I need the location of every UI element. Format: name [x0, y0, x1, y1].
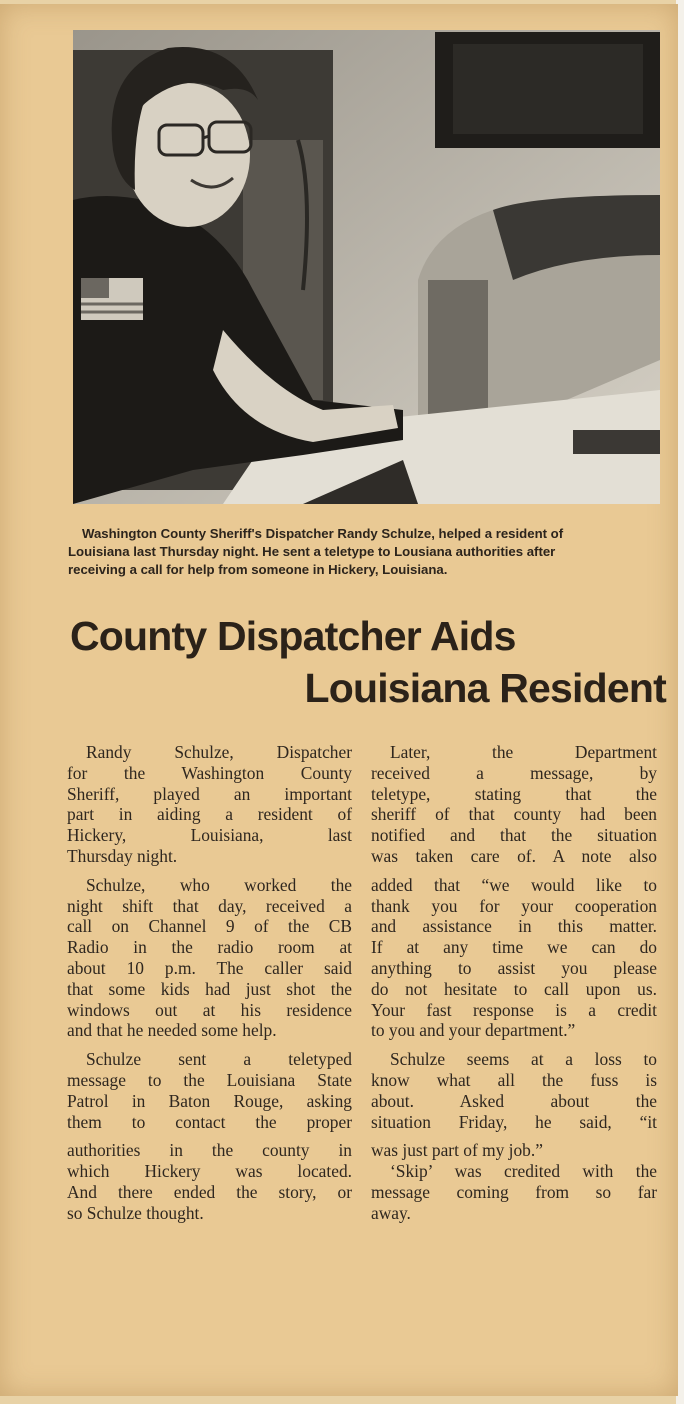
article-line: Sheriff, played an important	[67, 783, 352, 804]
article-line: so Schulze thought.	[67, 1202, 204, 1223]
article-line: and assistance in this matter.	[371, 916, 657, 937]
article-line: message to the Louisiana State	[67, 1069, 352, 1090]
article-line: Randy Schulze, Dispatcher	[86, 742, 352, 762]
article-line: Schulze sent a teletyped	[86, 1049, 352, 1070]
article-line: situation Friday, he said, “it	[371, 1111, 657, 1132]
article-line: and that he needed some help.	[67, 1020, 277, 1041]
article-line: night shift that day, received a	[67, 895, 352, 916]
article-line: authorities in the county in	[67, 1140, 352, 1161]
dispatcher-photo	[73, 30, 660, 504]
photo-caption	[68, 525, 666, 579]
article-line: notified and that the situation	[371, 825, 657, 846]
article-line: Your fast response is a credit	[371, 999, 657, 1020]
article-line: windows out at his residence	[67, 999, 352, 1020]
article-line: know what all the fuss is	[371, 1069, 657, 1090]
article-line: was just part of my job.”	[371, 1140, 543, 1161]
article-line: anything to assist you please	[371, 957, 657, 978]
article-line: call on Channel 9 of the CB	[67, 916, 352, 937]
article-column-right	[371, 742, 657, 1224]
article-line: them to contact the proper	[67, 1111, 352, 1132]
article-line: do not hesitate to call upon us.	[371, 978, 657, 999]
newspaper-clipping	[0, 4, 678, 1396]
article-column-left	[67, 742, 352, 1224]
article-line: which Hickery was located.	[67, 1161, 352, 1182]
article-line: And there ended the story, or	[67, 1181, 352, 1202]
caption-line: Louisiana last Thursday night. He sent a teletype to Lousiana authorities after	[68, 544, 556, 559]
headline-line-1: County Dispatcher Aids	[70, 613, 516, 659]
article-line: that some kids had just shot the	[67, 978, 352, 999]
article-line: for the Washington County	[67, 762, 352, 783]
article-line: Thursday night.	[67, 845, 178, 866]
article-line: Radio in the radio room at	[67, 937, 352, 958]
caption-line: receiving a call for help from someone in Hickery, Louisiana.	[68, 562, 448, 577]
article-line: Patrol in Baton Rouge, asking	[67, 1090, 352, 1111]
article-line: about. Asked about the	[371, 1090, 657, 1111]
article-line: If at any time we can do	[371, 937, 657, 958]
article-line: part in aiding a resident of	[67, 804, 352, 825]
article-line: received a message, by	[371, 762, 657, 783]
article-line: thank you for your cooperation	[371, 895, 657, 916]
article-line: sheriff of that county had been	[371, 804, 657, 825]
article-line: Schulze, who worked the	[86, 874, 352, 895]
article-line: message coming from so far	[371, 1181, 657, 1202]
article-line: was taken care of. A note also	[371, 845, 657, 866]
article-line: Schulze seems at a loss to	[390, 1049, 657, 1070]
article-line: teletype, stating that the	[371, 783, 657, 804]
article-headline	[70, 610, 666, 714]
article-line: Hickery, Louisiana, last	[67, 825, 352, 846]
article-line: Later, the Department	[390, 742, 657, 762]
article-line: added that “we would like to	[371, 874, 657, 895]
headline-line-2: Louisiana Resident	[304, 665, 666, 711]
article-line: away.	[371, 1202, 411, 1223]
caption-line: Washington County Sheriff's Dispatcher Randy Schulze, helped a resident of	[82, 526, 564, 541]
article-line: to you and your department.”	[371, 1020, 576, 1041]
article-line: ‘Skip’ was credited with the	[390, 1161, 657, 1182]
article-line: about 10 p.m. The caller said	[67, 957, 352, 978]
